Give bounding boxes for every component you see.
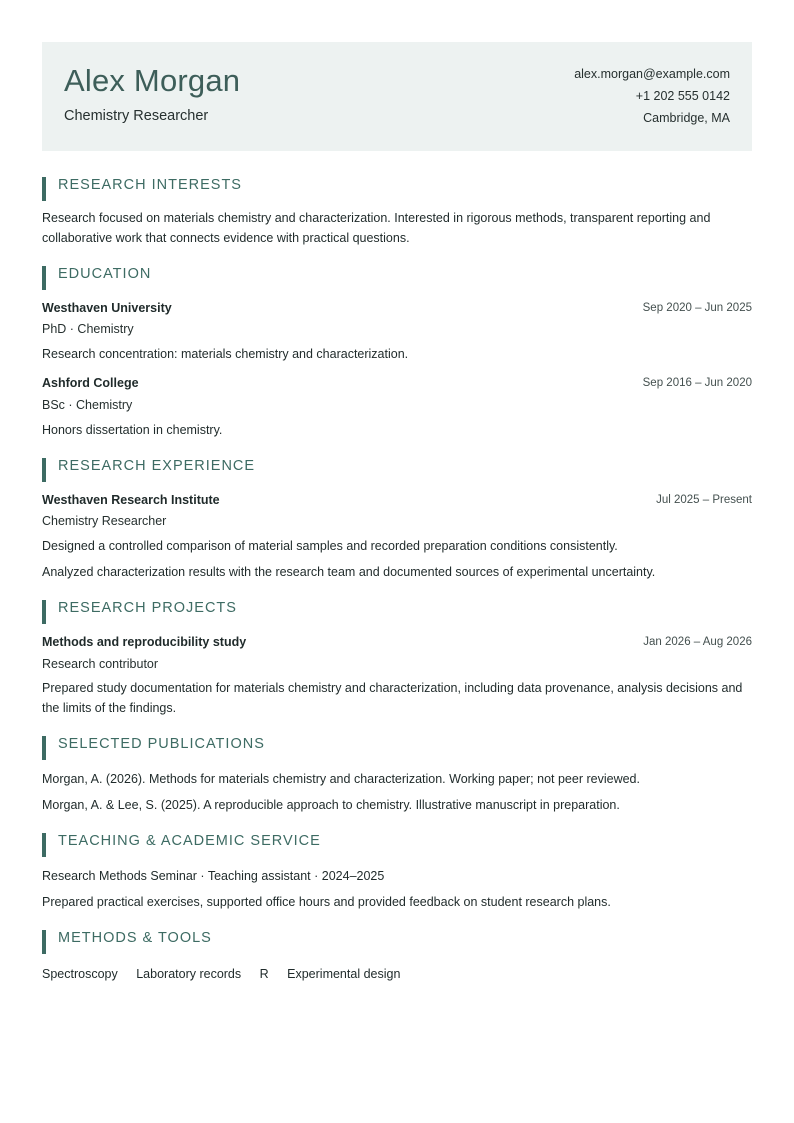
section-selected-publications [42, 736, 752, 815]
interests-text: Research focused on materials chemistry and characterization. Interested in rigorous methods, transparent reporting and collaborative work that connects evidence with practical questions. [42, 211, 711, 245]
section-research-experience [42, 458, 752, 582]
section-title: RESEARCH INTERESTS [42, 177, 752, 201]
teaching-line: Research Methods Seminar · Teaching assistant · 2024–2025 [42, 869, 385, 883]
education-item [42, 300, 752, 364]
section-education [42, 266, 752, 440]
section-methods-tools [42, 930, 752, 984]
entry-dates: Jan 2026 – Aug 2026 [643, 636, 752, 648]
skills-list [42, 964, 752, 984]
entry-head [42, 634, 752, 654]
section-title: RESEARCH PROJECTS [42, 600, 752, 624]
entry-head [42, 492, 752, 512]
project-role: Research contributor [42, 657, 159, 671]
contact-email[interactable]: alex.morgan@example.com [574, 67, 730, 81]
education-note: Honors dissertation in chemistry. [42, 423, 223, 437]
entry-head [42, 300, 752, 320]
section-research-interests [42, 177, 752, 248]
publication-item: Morgan, A. (2026). Methods for materials chemistry and characterization. Working paper; not peer reviewed. [42, 772, 640, 786]
section-research-projects [42, 600, 752, 718]
contact-block [574, 66, 730, 132]
entry-head [42, 375, 752, 395]
section-title: RESEARCH EXPERIENCE [42, 458, 752, 482]
project-item [42, 634, 752, 718]
institution-name: Ashford College [42, 376, 139, 390]
institution-name: Westhaven University [42, 301, 172, 315]
section-title: SELECTED PUBLICATIONS [42, 736, 752, 760]
skill-item: Experimental design [287, 967, 401, 981]
organization-name: Westhaven Research Institute [42, 493, 220, 507]
role-title: Chemistry Researcher [42, 514, 167, 528]
skill-item: Laboratory records [136, 967, 242, 981]
candidate-name: Alex Morgan [64, 63, 241, 98]
entry-dates: Sep 2020 – Jun 2025 [642, 302, 752, 314]
contact-location: Cambridge, MA [643, 111, 730, 125]
section-title: METHODS & TOOLS [42, 930, 752, 954]
entry-dates: Sep 2016 – Jun 2020 [642, 377, 752, 389]
resume-page [42, 42, 752, 984]
skill-item: Spectroscopy [42, 967, 118, 981]
candidate-headline: Chemistry Researcher [64, 108, 209, 124]
section-title: EDUCATION [42, 266, 752, 290]
skill-item: R [259, 967, 269, 981]
resume-header [42, 42, 752, 151]
section-title: TEACHING & ACADEMIC SERVICE [42, 833, 752, 857]
entry-dates: Jul 2025 – Present [656, 494, 752, 506]
education-note: Research concentration: materials chemistry and characterization. [42, 347, 409, 361]
experience-bullet: Analyzed characterization results with the research team and documented sources of experimental uncertainty. [42, 565, 656, 579]
publication-item: Morgan, A. & Lee, S. (2025). A reproducible approach to chemistry. Illustrative manuscript in preparation. [42, 798, 620, 812]
experience-item [42, 492, 752, 582]
experience-bullet: Designed a controlled comparison of material samples and recorded preparation conditions consistently. [42, 539, 618, 553]
project-description: Prepared study documentation for materials chemistry and characterization, including data provenance, analysis decisions and the limits of the findings. [42, 681, 743, 715]
section-teaching-service [42, 833, 752, 912]
degree: BSc · Chemistry [42, 398, 133, 412]
project-name: Methods and reproducibility study [42, 635, 247, 649]
degree: PhD · Chemistry [42, 322, 134, 336]
teaching-description: Prepared practical exercises, supported office hours and provided feedback on student research plans. [42, 895, 611, 909]
education-item [42, 375, 752, 440]
contact-phone: +1 202 555 0142 [635, 89, 730, 103]
